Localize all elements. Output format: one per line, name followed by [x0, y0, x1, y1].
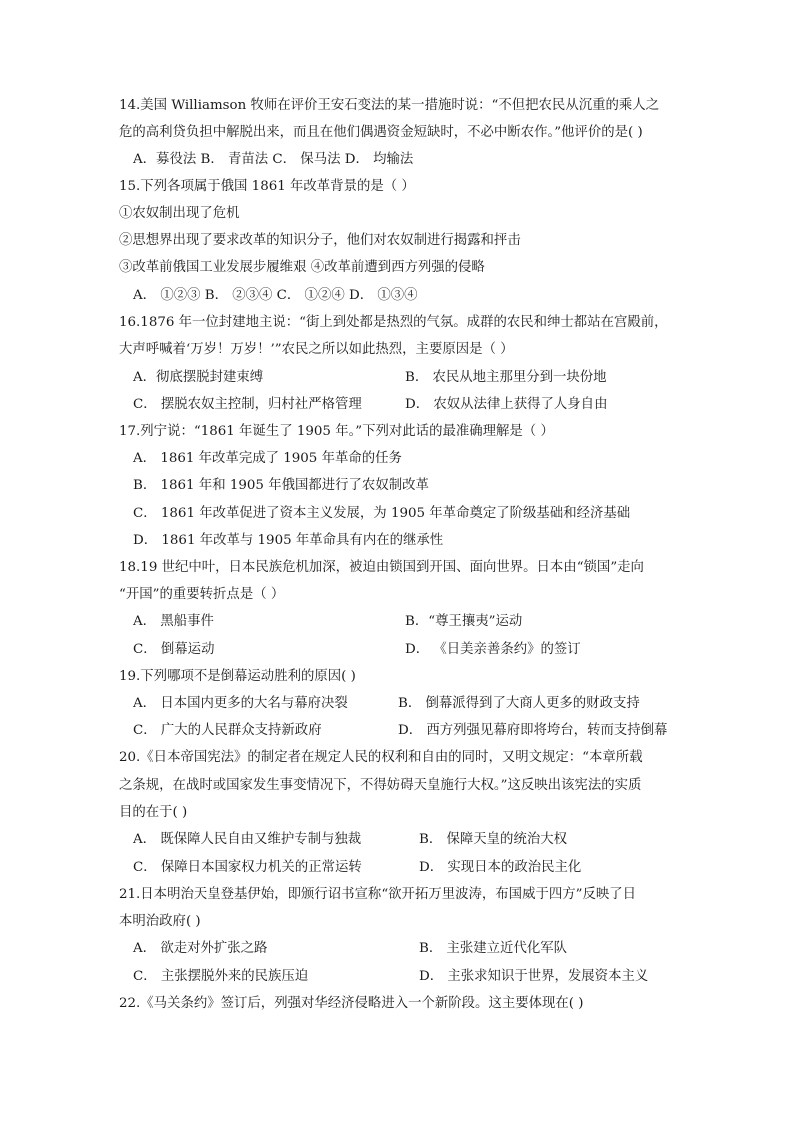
- q21-stem-line2: 本明治政府( ): [119, 914, 201, 929]
- q17-option-b: B． 1861 年和 1905 年俄国都进行了农奴制改革: [133, 478, 429, 493]
- q18-stem-line2: “开国”的重要转折点是（ ）: [119, 587, 285, 602]
- q15-item-2: ②思想界出现了要求改革的知识分子，他们对农奴制进行揭露和抨击: [119, 233, 521, 248]
- q17-stem: 17.列宁说：“1861 年诞生了 1905 年。”下列对此话的最准确理解是（ ）: [119, 424, 554, 439]
- q19-option-d: D． 西方列强见幕府即将垮台，转而支持倒幕: [398, 723, 668, 738]
- q16-option-a: A．彻底摆脱封建束缚: [133, 370, 264, 385]
- q15-stem: 15.下列各项属于俄国 1861 年改革背景的是（ ）: [119, 179, 415, 194]
- q14-stem-line1: 14.美国 Williamson 牧师在评价王安石变法的某一措施时说：“不但把农民从沉重的乘人之: [119, 98, 660, 113]
- q16-option-c: C． 摆脱农奴主控制，归村社严格管理: [133, 397, 362, 412]
- q14-stem-line2: 危的高利贷负担中解脱出来，而且在他们偶遇资金短缺时，不必中断农作。”他评价的是( ): [119, 125, 643, 140]
- q21-stem-line1: 21.日本明治天皇登基伊始，即颁行诏书宣称“欲开拓万里波涛，布国威于四方”反映了日: [119, 887, 637, 902]
- q17-option-a: A． 1861 年改革完成了 1905 年革命的任务: [133, 451, 402, 466]
- q19-option-c: C． 广大的人民群众支持新政府: [133, 723, 322, 738]
- q20-stem-line3: 目的在于( ): [119, 805, 188, 820]
- q19-stem: 19.下列哪项不是倒幕运动胜利的原因( ): [119, 669, 356, 684]
- q20-option-b: B． 保障天皇的统治大权: [419, 832, 568, 847]
- q18-option-d: D． 《日美亲善条约》的签订: [405, 642, 581, 657]
- q21-option-d: D． 主张求知识于世界，发展资本主义: [419, 969, 649, 984]
- q15-item-3: ③改革前俄国工业发展步履维艰 ④改革前遭到西方列强的侵略: [119, 260, 485, 275]
- q18-option-a: A． 黑船事件: [133, 614, 214, 629]
- q17-option-d: D． 1861 年改革与 1905 年革命具有内在的继承性: [133, 533, 444, 548]
- q16-option-b: B． 农民从地主那里分到一块份地: [405, 370, 607, 385]
- q19-option-a: A． 日本国内更多的大名与幕府决裂: [133, 696, 348, 711]
- q14-options: A．募役法 B． 青苗法 C． 保马法 D． 均输法: [133, 152, 414, 167]
- q20-option-c: C． 保障日本国家权力机关的正常运转: [133, 860, 362, 875]
- q15-options: A． ①②③ B． ②③④ C． ①②④ D． ①③④: [133, 288, 418, 303]
- q21-option-c: C． 主张摆脱外来的民族压迫: [133, 969, 309, 984]
- q20-stem-line2: 之条规，在战时或国家发生事变情况下，不得妨碍天皇施行大权。”这反映出该宪法的实质: [119, 778, 642, 793]
- q20-stem-line1: 20.《日本帝国宪法》的制定者在规定人民的权利和自由的同时，又明文规定：“本章所载: [119, 750, 643, 765]
- q18-stem-line1: 18.19 世纪中叶，日本民族危机加深，被迫由锁国到开国、面向世界。日本由“锁国”走向: [119, 560, 644, 575]
- q18-option-c: C． 倒幕运动: [133, 642, 215, 657]
- q15-item-1: ①农奴制出现了危机: [119, 206, 240, 221]
- q21-option-b: B． 主张建立近代化军队: [419, 941, 568, 956]
- q16-option-d: D． 农奴从法律上获得了人身自由: [405, 397, 608, 412]
- q16-stem-line2: 大声呼喊着‘万岁！万岁！’”农民之所以如此热烈，主要原因是（ ）: [119, 342, 514, 357]
- q17-option-c: C． 1861 年改革促进了资本主义发展，为 1905 年革命奠定了阶级基础和经济基础: [133, 506, 631, 521]
- q20-option-a: A． 既保障人民自由又维护专制与独裁: [133, 832, 362, 847]
- q19-option-b: B． 倒幕派得到了大商人更多的财政支持: [398, 696, 640, 711]
- q21-option-a: A． 欲走对外扩张之路: [133, 941, 268, 956]
- q20-option-d: D． 实现日本的政治民主化: [419, 860, 582, 875]
- q16-stem-line1: 16.1876 年一位封建地主说：“街上到处都是热烈的气氛。成群的农民和绅士都站在宫殿前，: [119, 315, 668, 330]
- q22-stem: 22.《马关条约》签订后，列强对华经济侵略进入一个新阶段。这主要体现在( ): [119, 996, 584, 1011]
- q18-option-b: B．“尊王攘夷”运动: [405, 614, 523, 629]
